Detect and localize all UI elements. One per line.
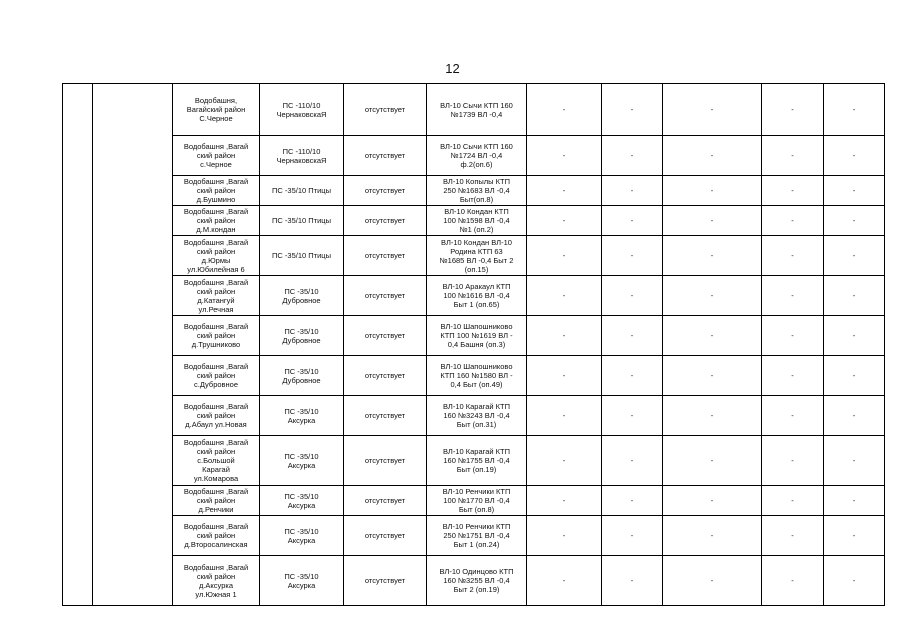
line-cell: ВЛ-10 Кондан ВЛ-10 Родина КТП 63 №1685 ВЛ -0,4 Быт 2 (оп.15) — [427, 236, 527, 276]
value-cell-4: - — [762, 516, 824, 556]
status-cell: отсутствует — [344, 356, 427, 396]
value-cell-2: - — [602, 176, 663, 206]
value-cell-5: - — [824, 84, 885, 136]
value-cell-4: - — [762, 356, 824, 396]
value-cell-3: - — [663, 276, 762, 316]
value-cell-5: - — [824, 236, 885, 276]
status-cell: отсутствует — [344, 316, 427, 356]
table-row — [63, 276, 885, 316]
table-row — [63, 436, 885, 486]
value-cell-3: - — [663, 516, 762, 556]
value-cell-5: - — [824, 316, 885, 356]
value-cell-3: - — [663, 206, 762, 236]
value-cell-3: - — [663, 176, 762, 206]
value-cell-4: - — [762, 436, 824, 486]
value-cell-1: - — [527, 276, 602, 316]
substation-cell: ПС -35/10 Аксурка — [260, 436, 344, 486]
substation-cell: ПС -110/10 ЧернаковскаЯ — [260, 136, 344, 176]
table-row — [63, 356, 885, 396]
line-cell: ВЛ-10 Кондан КТП 100 №1598 ВЛ -0,4 №1 (оп.2) — [427, 206, 527, 236]
value-cell-1: - — [527, 316, 602, 356]
status-cell: отсутствует — [344, 176, 427, 206]
object-cell: Водобашня ,Вагай ский район д.Юрмы ул.Юбилейная 6 — [173, 236, 260, 276]
object-cell: Водобашня ,Вагай ский район с.Дубровное — [173, 356, 260, 396]
substation-cell: ПС -35/10 Дубровное — [260, 276, 344, 316]
data-table — [62, 83, 885, 606]
object-cell: Водобашня ,Вагай ский район д.Абаул ул.Новая — [173, 396, 260, 436]
line-cell: ВЛ-10 Копылы КТП 250 №1683 ВЛ -0,4 Быт(оп.8) — [427, 176, 527, 206]
status-cell: отсутствует — [344, 236, 427, 276]
value-cell-4: - — [762, 556, 824, 606]
substation-cell: ПС -35/10 Аксурка — [260, 486, 344, 516]
object-cell: Водобашня ,Вагай ский район с.Большой Карагай ул.Комарова — [173, 436, 260, 486]
substation-cell: ПС -35/10 Птицы — [260, 206, 344, 236]
value-cell-3: - — [663, 556, 762, 606]
value-cell-2: - — [602, 206, 663, 236]
value-cell-4: - — [762, 236, 824, 276]
value-cell-3: - — [663, 396, 762, 436]
value-cell-3: - — [663, 436, 762, 486]
value-cell-5: - — [824, 516, 885, 556]
value-cell-1: - — [527, 356, 602, 396]
object-cell: Водобашня ,Вагай ский район д.Бушмино — [173, 176, 260, 206]
value-cell-2: - — [602, 84, 663, 136]
value-cell-1: - — [527, 396, 602, 436]
table-row — [63, 236, 885, 276]
value-cell-1: - — [527, 516, 602, 556]
table-row — [63, 556, 885, 606]
table-row — [63, 486, 885, 516]
value-cell-2: - — [602, 236, 663, 276]
line-cell: ВЛ-10 Ренчики КТП 250 №1751 ВЛ -0,4 Быт 1 (оп.24) — [427, 516, 527, 556]
substation-cell: ПС -35/10 Дубровное — [260, 356, 344, 396]
substation-cell: ПС -35/10 Аксурка — [260, 556, 344, 606]
value-cell-1: - — [527, 84, 602, 136]
table-row — [63, 84, 885, 136]
table-row — [63, 516, 885, 556]
value-cell-5: - — [824, 176, 885, 206]
blank-cell-number — [63, 84, 93, 606]
line-cell: ВЛ-10 Одинцово КТП 160 №3255 ВЛ -0,4 Быт 2 (оп.19) — [427, 556, 527, 606]
object-cell: Водобашня ,Вагай ский район д.Аксурка ул.Южная 1 — [173, 556, 260, 606]
value-cell-1: - — [527, 206, 602, 236]
line-cell: ВЛ-10 Сычи КТП 160 №1739 ВЛ -0,4 — [427, 84, 527, 136]
line-cell: ВЛ-10 Ренчики КТП 100 №1770 ВЛ -0,4 Быт (оп.8) — [427, 486, 527, 516]
line-cell: ВЛ-10 Карагай КТП 160 №1755 ВЛ -0,4 Быт (оп.19) — [427, 436, 527, 486]
value-cell-4: - — [762, 136, 824, 176]
value-cell-3: - — [663, 84, 762, 136]
line-cell: ВЛ-10 Шапошниково КТП 100 №1619 ВЛ - 0,4 Башня (оп.3) — [427, 316, 527, 356]
value-cell-2: - — [602, 556, 663, 606]
value-cell-5: - — [824, 136, 885, 176]
table-row — [63, 136, 885, 176]
line-cell: ВЛ-10 Шапошниково КТП 160 №1580 ВЛ - 0,4 Быт (оп.49) — [427, 356, 527, 396]
object-cell: Водобашня ,Вагай ский район д.Ренчики — [173, 486, 260, 516]
value-cell-5: - — [824, 556, 885, 606]
value-cell-3: - — [663, 136, 762, 176]
value-cell-4: - — [762, 396, 824, 436]
line-cell: ВЛ-10 Сычи КТП 160 №1724 ВЛ -0,4 ф.2(оп.6) — [427, 136, 527, 176]
substation-cell: ПС -35/10 Птицы — [260, 236, 344, 276]
value-cell-2: - — [602, 136, 663, 176]
value-cell-4: - — [762, 316, 824, 356]
status-cell: отсутствует — [344, 556, 427, 606]
value-cell-1: - — [527, 556, 602, 606]
value-cell-3: - — [663, 486, 762, 516]
object-cell: Водобашня ,Вагай ский район д.Трушниково — [173, 316, 260, 356]
value-cell-1: - — [527, 436, 602, 486]
value-cell-1: - — [527, 136, 602, 176]
status-cell: отсутствует — [344, 84, 427, 136]
value-cell-2: - — [602, 516, 663, 556]
value-cell-3: - — [663, 316, 762, 356]
value-cell-4: - — [762, 84, 824, 136]
value-cell-5: - — [824, 436, 885, 486]
value-cell-5: - — [824, 396, 885, 436]
value-cell-2: - — [602, 396, 663, 436]
status-cell: отсутствует — [344, 136, 427, 176]
value-cell-5: - — [824, 276, 885, 316]
status-cell: отсутствует — [344, 206, 427, 236]
value-cell-4: - — [762, 206, 824, 236]
blank-cell-name — [93, 84, 173, 606]
line-cell: ВЛ-10 Карагай КТП 160 №3243 ВЛ -0,4 Быт (оп.31) — [427, 396, 527, 436]
value-cell-2: - — [602, 276, 663, 316]
object-cell: Водобашня ,Вагай ский район д.М.кондан — [173, 206, 260, 236]
status-cell: отсутствует — [344, 516, 427, 556]
value-cell-5: - — [824, 206, 885, 236]
table-row — [63, 176, 885, 206]
object-cell: Водобашня, Вагайский район С.Черное — [173, 84, 260, 136]
value-cell-4: - — [762, 486, 824, 516]
substation-cell: ПС -110/10 ЧернаковскаЯ — [260, 84, 344, 136]
value-cell-4: - — [762, 176, 824, 206]
value-cell-2: - — [602, 316, 663, 356]
substation-cell: ПС -35/10 Дубровное — [260, 316, 344, 356]
value-cell-3: - — [663, 236, 762, 276]
page-number: 12 — [445, 61, 460, 76]
status-cell: отсутствует — [344, 486, 427, 516]
object-cell: Водобашня ,Вагай ский район д.Катангуй ул.Речная — [173, 276, 260, 316]
substation-cell: ПС -35/10 Аксурка — [260, 516, 344, 556]
value-cell-5: - — [824, 486, 885, 516]
value-cell-2: - — [602, 436, 663, 486]
value-cell-1: - — [527, 486, 602, 516]
substation-cell: ПС -35/10 Аксурка — [260, 396, 344, 436]
value-cell-2: - — [602, 486, 663, 516]
status-cell: отсутствует — [344, 276, 427, 316]
substation-cell: ПС -35/10 Птицы — [260, 176, 344, 206]
status-cell: отсутствует — [344, 396, 427, 436]
line-cell: ВЛ-10 Аракаул КТП 100 №1616 ВЛ -0,4 Быт 1 (оп.65) — [427, 276, 527, 316]
value-cell-1: - — [527, 236, 602, 276]
value-cell-4: - — [762, 276, 824, 316]
status-cell: отсутствует — [344, 436, 427, 486]
value-cell-5: - — [824, 356, 885, 396]
value-cell-2: - — [602, 356, 663, 396]
table-body — [63, 84, 885, 606]
object-cell: Водобашня ,Вагай ский район с.Черное — [173, 136, 260, 176]
object-cell: Водобашня ,Вагай ский район д.Второсалинская — [173, 516, 260, 556]
value-cell-1: - — [527, 176, 602, 206]
table-row — [63, 316, 885, 356]
value-cell-3: - — [663, 356, 762, 396]
table-row — [63, 206, 885, 236]
table-row — [63, 396, 885, 436]
